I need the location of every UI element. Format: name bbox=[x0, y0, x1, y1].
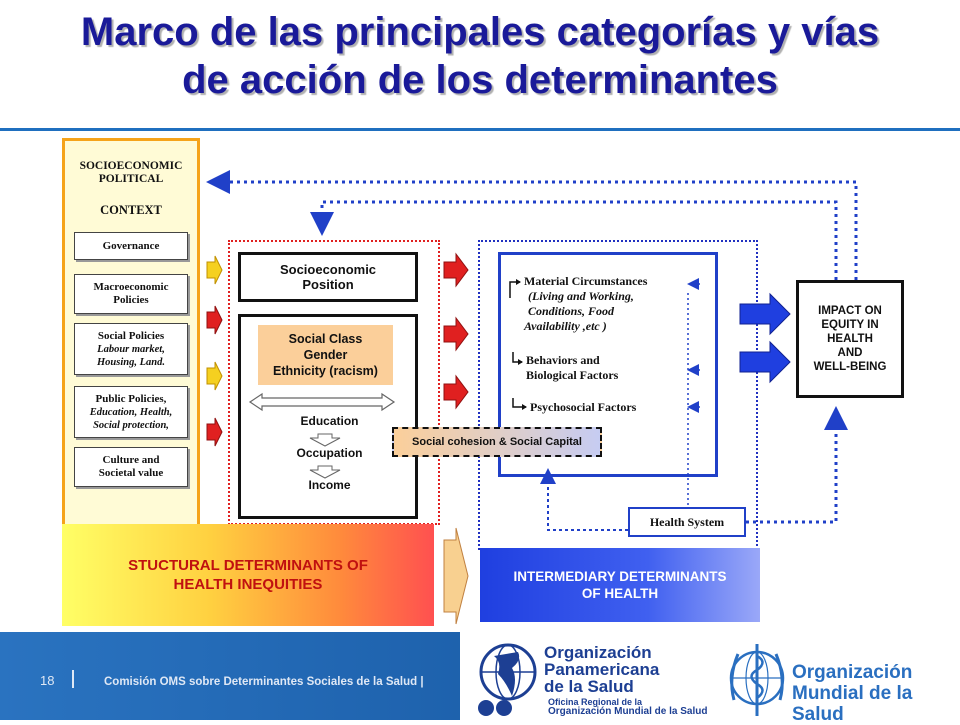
behaviors-line-2: Biological Factors bbox=[526, 368, 619, 382]
impact-line: HEALTH bbox=[827, 333, 873, 345]
footer-text: Comisión OMS sobre Determinantes Sociales de la Salud | bbox=[104, 676, 424, 688]
structural-arrow-3 bbox=[444, 376, 468, 408]
oms-logo-name bbox=[792, 662, 960, 725]
context-item-detail: Labour market, bbox=[97, 343, 165, 355]
ops-logo-line: Organización bbox=[544, 643, 652, 662]
title-line-2: de acción de los determinantes bbox=[182, 58, 778, 102]
ops-logo-line: de la Salud bbox=[544, 677, 634, 696]
social-class-box bbox=[258, 325, 393, 385]
impact-line: EQUITY IN bbox=[821, 319, 879, 331]
context-item-label: Public Policies, bbox=[95, 392, 167, 405]
context-item-label: Macroeconomic bbox=[93, 281, 169, 293]
socioeconomic-position-line-1: Socioeconomic bbox=[279, 262, 377, 277]
education-label: Education bbox=[300, 414, 359, 428]
oms-logo-line: Organización bbox=[792, 662, 913, 683]
context-item-governance bbox=[74, 232, 188, 260]
context-item-public-policies bbox=[74, 386, 188, 438]
social-class-label: Social Class bbox=[288, 332, 363, 346]
gender-label: Gender bbox=[303, 348, 348, 362]
context-item-detail: Housing, Land. bbox=[97, 356, 165, 368]
structural-arrow-1 bbox=[444, 254, 468, 286]
health-system-box: Health System bbox=[628, 507, 746, 537]
context-item-macroeconomic bbox=[74, 274, 188, 314]
context-item-culture bbox=[74, 447, 188, 487]
context-item-label: Governance bbox=[102, 239, 160, 252]
context-arrow-red-2 bbox=[207, 418, 222, 446]
socioeconomic-position-box bbox=[238, 252, 418, 302]
context-item-detail: Education, Health, bbox=[89, 406, 173, 418]
material-detail: Availability ,etc ) bbox=[524, 319, 607, 333]
slide-number: 18 bbox=[40, 673, 55, 688]
structural-determinants-band bbox=[62, 524, 434, 626]
impact-box bbox=[796, 280, 904, 398]
ethnicity-label: Ethnicity (racism) bbox=[273, 364, 378, 378]
psychosocial-factors: Psychosocial Factors bbox=[530, 400, 637, 414]
context-item-label: Culture and bbox=[102, 454, 160, 466]
structural-band-line-1: STUCTURAL DETERMINANTS OF bbox=[128, 557, 368, 574]
occupation-label: Occupation bbox=[296, 446, 363, 460]
context-item-label: Social Policies bbox=[97, 329, 165, 342]
intermediary-band-line-1: INTERMEDIARY DETERMINANTS bbox=[513, 569, 727, 584]
material-detail: Conditions, Food bbox=[528, 304, 615, 318]
intermediary-determinants-band bbox=[480, 548, 760, 622]
context-arrow-red-1 bbox=[207, 306, 222, 334]
impact-line: AND bbox=[837, 347, 863, 359]
oms-logo-line: Mundial de la Salud bbox=[792, 683, 913, 725]
behaviors-biological bbox=[526, 353, 706, 383]
context-item-social-policies bbox=[74, 323, 188, 375]
context-arrow-yellow-2 bbox=[207, 362, 222, 390]
context-heading bbox=[66, 160, 196, 186]
material-detail: (Living and Working, bbox=[528, 289, 634, 303]
impact-line: IMPACT ON bbox=[818, 305, 882, 317]
ops-logo-subtitle-2: Organización Mundial de la Salud bbox=[548, 706, 708, 717]
slide-number-divider bbox=[72, 670, 74, 688]
context-item-detail: Social protection, bbox=[93, 419, 169, 431]
context-item-label: Societal value bbox=[98, 467, 164, 479]
structural-arrow-2 bbox=[444, 318, 468, 350]
ops-logo-name bbox=[544, 644, 659, 695]
ops-globe-logo bbox=[472, 642, 544, 718]
band-transition-arrow bbox=[444, 528, 468, 624]
socioeconomic-position-line-2: Position bbox=[302, 277, 354, 292]
context-arrow-yellow-1 bbox=[207, 256, 222, 284]
title-divider bbox=[0, 128, 960, 131]
context-heading-line-2: POLITICAL bbox=[98, 173, 164, 185]
slide-title bbox=[0, 8, 960, 104]
impact-line: WELL-BEING bbox=[813, 361, 887, 373]
title-line-1: Marco de las principales categorías y vías bbox=[80, 10, 880, 54]
behaviors-line-1: Behaviors and bbox=[526, 353, 600, 367]
structural-band-line-2: HEALTH INEQUITIES bbox=[173, 576, 323, 593]
material-circumstances-title: Material Circumstances bbox=[524, 274, 648, 288]
context-item-label: Policies bbox=[113, 294, 149, 306]
ops-logo-line: Panamericana bbox=[544, 660, 660, 679]
oms-emblem-logo bbox=[724, 640, 790, 718]
material-circumstances bbox=[524, 274, 704, 334]
ops-logo-subtitle-1: Oficina Regional de la bbox=[548, 697, 643, 707]
health-system-to-impact bbox=[746, 412, 836, 522]
context-heading-line-1: SOCIOECONOMIC bbox=[79, 160, 183, 172]
context-heading-context: CONTEXT bbox=[100, 203, 162, 217]
income-label: Income bbox=[308, 478, 351, 492]
social-cohesion-box: Social cohesion & Social Capital bbox=[392, 427, 602, 457]
intermediary-band-line-2: OF HEALTH bbox=[581, 586, 659, 601]
